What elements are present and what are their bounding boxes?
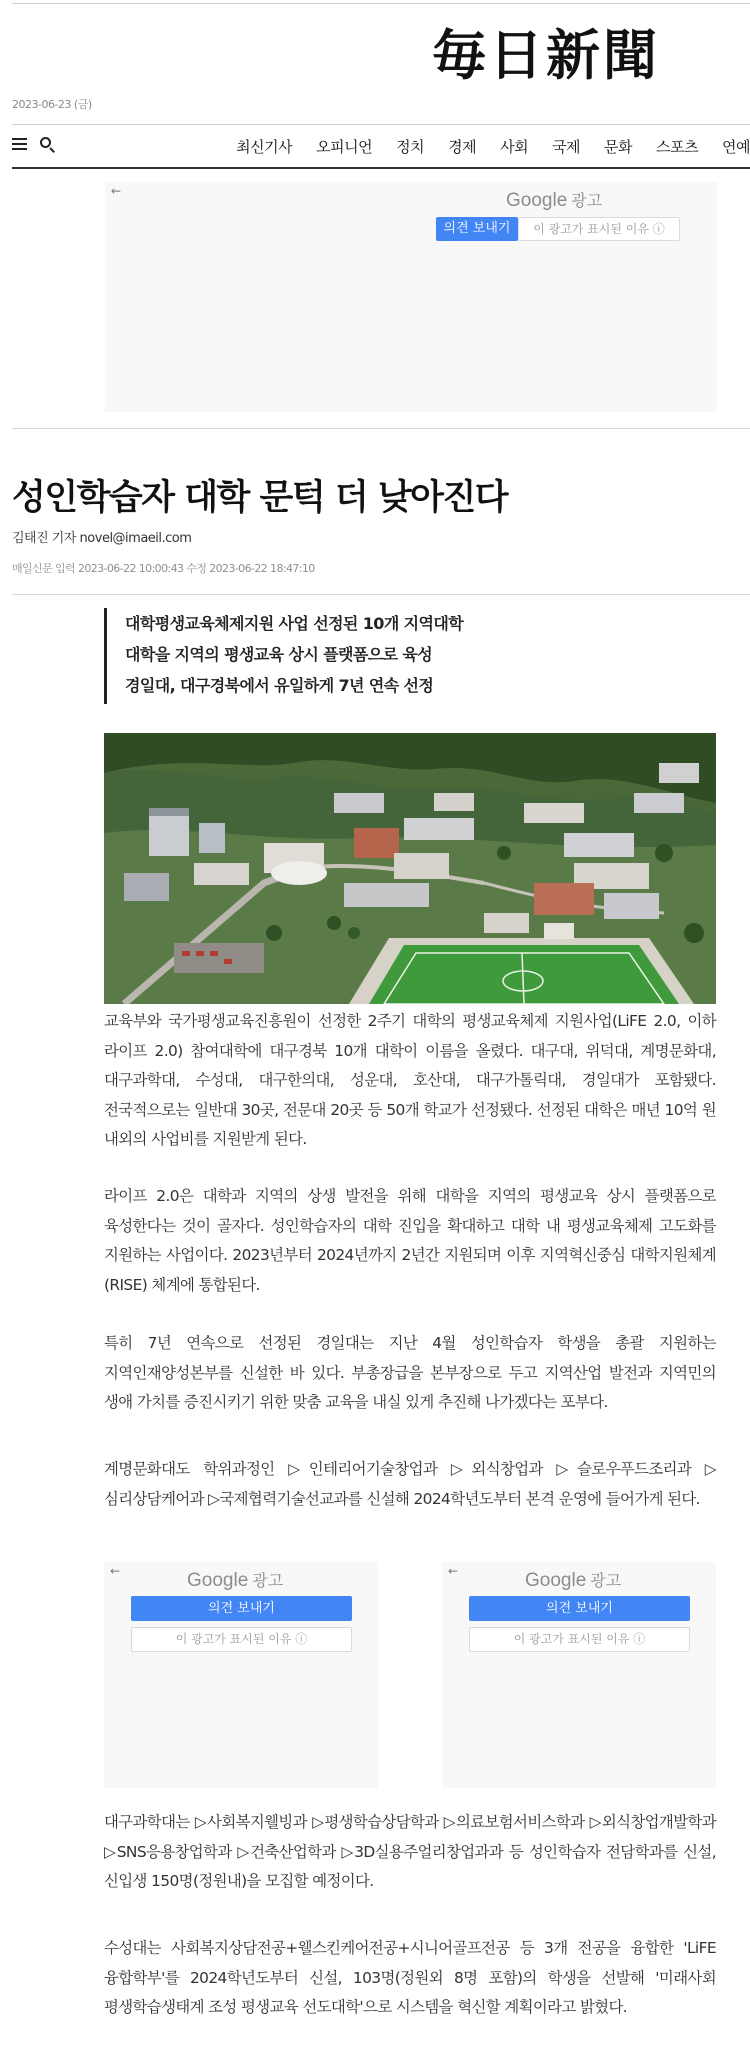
ad-brand-google: Google <box>525 1570 587 1591</box>
summary-line: 경일대, 대구경북에서 유일하게 7년 연속 선정 <box>125 676 434 695</box>
article-paragraph: 계명문화대도 학위과정인 ▷인테리어기술창업과 ▷외식창업과 ▷슬로우푸드조리과 ▷심리상담케어과 ▷국제협력기술선교과를 신설해 2024학년도부터 본격 운영에 들어가게 된다. <box>104 1460 716 1508</box>
nav-item-culture[interactable]: 문화 <box>604 138 633 156</box>
site-logo[interactable]: 毎日新聞 <box>432 23 660 87</box>
main-nav <box>12 124 750 169</box>
ad-box-left[interactable] <box>104 1562 378 1788</box>
nav-item-opinion[interactable]: 오피니언 <box>316 138 373 156</box>
article-meta: 매일신문 입력 2023-06-22 10:00:43 수정 2023-06-22 18:47:10 <box>12 562 315 575</box>
back-arrow-icon[interactable]: ← <box>110 1564 121 1578</box>
nav-tools <box>12 136 55 152</box>
article-paragraph: 수성대는 사회복지상담전공+웰스킨케어전공+시니어골프전공 등 3개 전공을 융합한 'LiFE 융합학부'를 2024학년도부터 신설, 103명(정원외 8명 포함)의 학생을 선발해 '미래사회 평생학습생태계 조성 평생교육 선도대학'으로 시스템을 혁신할 계획이라고 밝혔다. <box>104 1939 716 2017</box>
back-arrow-icon[interactable]: ← <box>448 1564 459 1578</box>
search-icon[interactable] <box>39 136 55 152</box>
nav-item-economy[interactable]: 경제 <box>448 138 477 156</box>
nav-item-society[interactable]: 사회 <box>500 138 529 156</box>
ad-box-right[interactable] <box>442 1562 716 1788</box>
article-headline: 성인학습자 대학 문턱 더 낮아진다 <box>12 478 508 518</box>
divider <box>12 428 750 429</box>
ad-banner-top[interactable] <box>105 182 717 412</box>
article-paragraph: 라이프 2.0은 대학과 지역의 상생 발전을 위해 대학을 지역의 평생교육 상시 플랫폼으로 육성한다는 것이 골자다. 성인학습자의 대학 진입을 확대하고 대학 내 평생교육체제 고도화를 지원하는 사업이다. 2023년부터 2024년까지 2년간 지원되며 이후 지역혁신중심 대학지원체계(RISE) 체계에 통합된다. <box>104 1187 716 1294</box>
ad-brand <box>187 1568 283 1592</box>
menu-icon[interactable] <box>12 137 27 151</box>
article-summary <box>104 608 604 704</box>
nav-item-entertainment[interactable]: 연예 <box>722 138 750 156</box>
ad-why-button[interactable]: 이 광고가 표시된 이유 ⓘ <box>131 1627 352 1652</box>
article-photo <box>104 733 716 1004</box>
ad-feedback-button[interactable]: 의견 보내기 <box>131 1596 352 1621</box>
nav-item-sports[interactable]: 스포츠 <box>656 138 699 156</box>
ad-brand <box>506 188 602 212</box>
ad-why-button[interactable]: 이 광고가 표시된 이유 ⓘ <box>518 217 680 241</box>
ad-brand-suffix: 광고 <box>590 1571 622 1590</box>
article-paragraph: 교육부와 국가평생교육진흥원이 선정한 2주기 대학의 평생교육체제 지원사업(LiFE 2.0, 이하 라이프 2.0) 참여대학에 대구경북 10개 대학이 이름을 올렸다. 대구대, 위덕대, 계명문화대, 대구과학대, 수성대, 대구한의대, 성운대, 호산대, 대구가톨릭대, 경일대가 포함됐다. 전국적으로는 일반대 30곳, 전문대 20곳 등 50개 학교가 선정됐다. 선정된 대학은 매년 10억 원 내외의 사업비를 지원받게 된다. <box>104 1012 716 1149</box>
nav-item-politics[interactable]: 정치 <box>396 138 425 156</box>
summary-line: 대학을 지역의 평생교육 상시 플랫폼으로 육성 <box>125 645 433 664</box>
nav-menu <box>212 125 750 168</box>
article-paragraph: 특히 7년 연속으로 선정된 경일대는 지난 4월 성인학습자 학생을 총괄 지원하는 지역인재양성본부를 신설한 바 있다. 부총장급을 본부장으로 두고 지역산업 발전과 지역민의 생애 가치를 증진시키기 위한 맞춤 교육을 내실 있게 추진해 나가겠다는 포부다. <box>104 1334 716 1412</box>
summary-line: 대학평생교육체제지원 사업 선정된 10개 지역대학 <box>125 614 464 633</box>
nav-item-latest[interactable]: 최신기사 <box>236 138 293 156</box>
ad-feedback-button[interactable]: 의견 보내기 <box>469 1596 690 1621</box>
divider <box>12 594 750 595</box>
article-byline[interactable]: 김태진 기자 novel@imaeil.com <box>12 531 192 546</box>
current-date: 2023-06-23 (금) <box>12 98 92 111</box>
ad-feedback-button[interactable]: 의견 보내기 <box>436 217 518 241</box>
article-paragraph: 대구과학대는 ▷사회복지웰빙과 ▷평생학습상담학과 ▷의료보험서비스학과 ▷외식창업개발학과 ▷SNS응용창업학과 ▷건축산업학과 ▷3D실용주얼리창업과과 등 성인학습자 전담학과를 신설, 신입생 150명(정원내)을 모집할 예정이다. <box>104 1813 716 1891</box>
back-arrow-icon[interactable]: ← <box>111 184 122 198</box>
nav-item-world[interactable]: 국제 <box>552 138 581 156</box>
ad-brand-google: Google <box>506 190 568 211</box>
ad-why-button[interactable]: 이 광고가 표시된 이유 ⓘ <box>469 1627 690 1652</box>
masthead <box>0 0 750 125</box>
ad-brand-google: Google <box>187 1570 249 1591</box>
ad-brand-suffix: 광고 <box>571 191 603 210</box>
ad-brand <box>525 1568 621 1592</box>
ad-brand-suffix: 광고 <box>252 1571 284 1590</box>
